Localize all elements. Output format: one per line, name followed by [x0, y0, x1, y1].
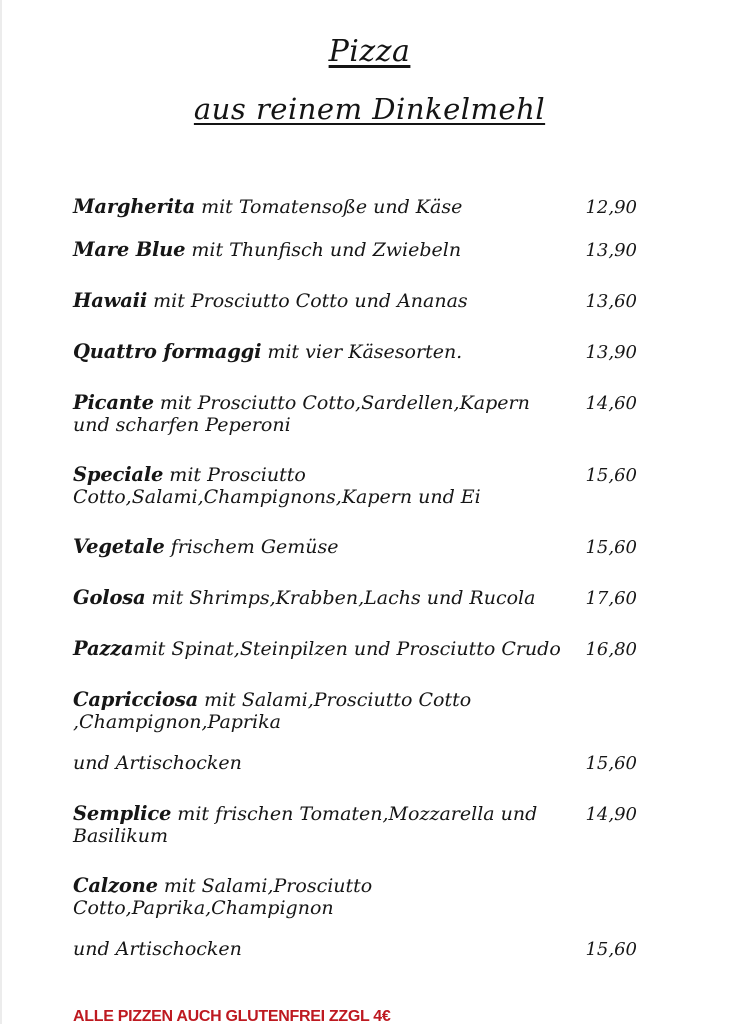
item-price: 13,90 — [585, 240, 637, 261]
item-name: Hawaii — [73, 289, 148, 312]
page-subtitle: aus reinem Dinkelmehl — [193, 92, 546, 126]
item-description-continued: und Artischocken — [73, 938, 242, 960]
item-price: 13,60 — [585, 291, 637, 312]
item-text — [73, 536, 339, 558]
menu-item-picante — [73, 392, 637, 436]
item-name: Pazza — [73, 637, 134, 660]
menu-item-speciale — [73, 464, 637, 508]
item-price: 16,80 — [585, 639, 637, 660]
gluten-free-note: ALLE PIZZEN AUCH GLUTENFREI ZZGL 4€ — [73, 1008, 391, 1024]
item-price: 15,60 — [585, 939, 637, 960]
item-description: mit vier Käsesorten. — [261, 341, 463, 363]
item-name: Quattro formaggi — [73, 340, 262, 363]
menu-item-quattro-formaggi — [73, 341, 637, 364]
item-name: Picante — [73, 391, 154, 414]
item-text — [73, 464, 571, 508]
item-name: Margherita — [73, 195, 196, 218]
item-text — [73, 196, 462, 218]
item-line-2 — [73, 938, 637, 961]
item-line-2 — [73, 752, 637, 775]
item-description: mit Prosciutto Cotto,Salami,Champignons,Kapern und Ei — [73, 464, 481, 508]
menu-item-calzone — [73, 875, 637, 961]
item-text — [73, 638, 561, 660]
item-text — [73, 587, 535, 609]
item-name: Capricciosa — [73, 688, 199, 711]
item-description: mit Spinat,Steinpilzen und Prosciutto Crudo — [133, 638, 561, 660]
item-description: mit Salami,Prosciutto Cotto,Paprika,Champignon — [73, 875, 373, 919]
item-name: Vegetale — [73, 535, 165, 558]
menu-item-semplice — [73, 803, 637, 847]
item-text — [73, 290, 468, 312]
item-price: 14,90 — [585, 804, 637, 825]
item-price: 17,60 — [585, 588, 637, 609]
item-text — [73, 875, 637, 919]
menu-item-pazza — [73, 638, 637, 661]
menu-item-vegetale — [73, 536, 637, 559]
item-price: 14,60 — [585, 393, 637, 414]
item-name: Semplice — [73, 802, 172, 825]
item-price: 13,90 — [585, 342, 637, 363]
item-name: Golosa — [73, 586, 146, 609]
item-name: Calzone — [73, 874, 158, 897]
menu-list — [2, 196, 737, 961]
item-line-1 — [73, 689, 637, 733]
item-description: mit Salami,Prosciutto Cotto ,Champignon,Paprika — [73, 689, 472, 733]
item-text — [73, 341, 462, 363]
page-title: Pizza — [328, 34, 411, 69]
item-description: frischem Gemüse — [164, 536, 339, 558]
item-price: 15,60 — [585, 537, 637, 558]
item-description: mit frischen Tomaten,Mozzarella und Basilikum — [73, 803, 538, 847]
item-description: mit Thunfisch und Zwiebeln — [185, 239, 462, 261]
item-description-continued: und Artischocken — [73, 752, 242, 774]
item-description: mit Tomatensoße und Käse — [195, 196, 463, 218]
menu-item-margherita — [73, 196, 637, 219]
item-description: mit Prosciutto Cotto und Ananas — [147, 290, 468, 312]
menu-item-mare-blue — [73, 239, 637, 262]
item-name: Speciale — [73, 463, 164, 486]
item-description: mit Shrimps,Krabben,Lachs und Rucola — [145, 587, 536, 609]
item-price: 15,60 — [585, 753, 637, 774]
menu-item-hawaii — [73, 290, 637, 313]
item-text — [73, 803, 571, 847]
menu-item-golosa — [73, 587, 637, 610]
item-line-1 — [73, 875, 637, 919]
item-price: 15,60 — [585, 465, 637, 486]
item-description: mit Prosciutto Cotto,Sardellen,Kapern und scharfen Peperoni — [73, 392, 530, 436]
item-text — [73, 239, 461, 261]
item-name: Mare Blue — [73, 238, 186, 261]
item-price: 12,90 — [585, 197, 637, 218]
menu-item-capricciosa — [73, 689, 637, 775]
menu-header — [2, 0, 737, 126]
item-text — [73, 689, 637, 733]
item-text — [73, 392, 571, 436]
